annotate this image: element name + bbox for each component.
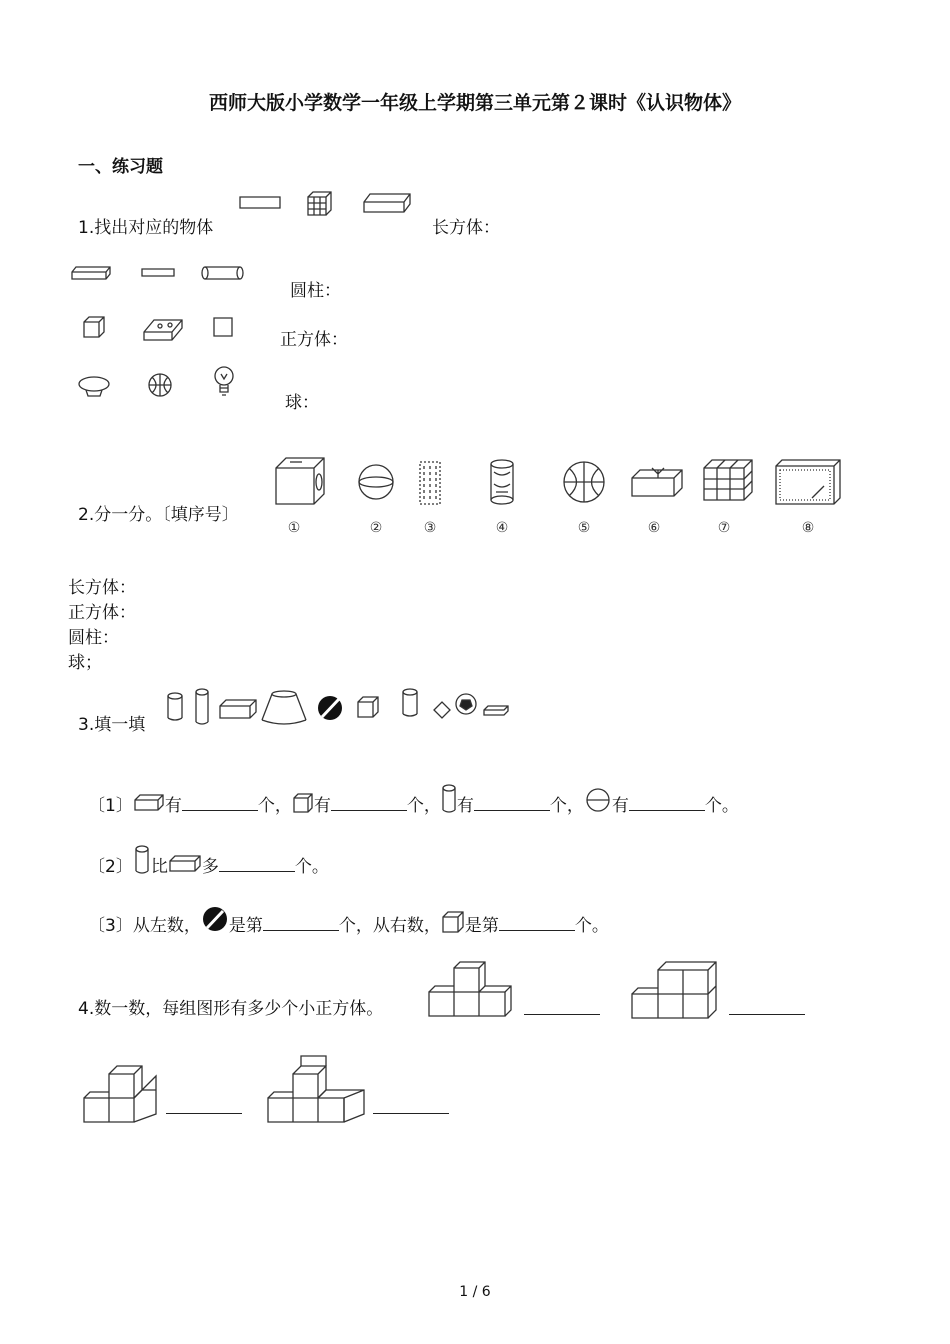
q3-ge: 个， bbox=[406, 796, 441, 816]
object-3-cylinder-icon bbox=[420, 462, 440, 504]
pipe-icon bbox=[202, 267, 243, 279]
tall-cylinder-icon bbox=[196, 689, 208, 724]
ball-icon bbox=[149, 374, 171, 396]
answer-blank[interactable] bbox=[373, 1113, 449, 1114]
section-heading: 一、练习题 bbox=[78, 157, 163, 177]
q3-you: 有 bbox=[611, 796, 629, 816]
q3-you: 有 bbox=[164, 796, 182, 816]
q2-prompt: 2.分一分。〔填序号〕 bbox=[78, 505, 239, 525]
object-8-blackboard-icon bbox=[776, 460, 840, 504]
label-num: ⑦ bbox=[717, 520, 731, 536]
object-5-basketball-icon bbox=[564, 462, 604, 502]
q3-sub3 bbox=[88, 906, 609, 936]
q3-you: 有 bbox=[456, 796, 474, 816]
q1-cylinder-label: 圆柱： bbox=[290, 281, 341, 301]
striped-ball-icon bbox=[201, 906, 229, 934]
cube-icon bbox=[358, 697, 378, 717]
q1-sphere-label: 球： bbox=[285, 393, 319, 413]
box-with-holes-icon bbox=[144, 320, 182, 340]
cuboid-icon bbox=[168, 853, 202, 875]
answer-blank[interactable] bbox=[166, 1113, 242, 1114]
q2-cube-label: 正方体： bbox=[68, 603, 136, 623]
label-num: ② bbox=[369, 520, 383, 536]
frustum-icon bbox=[262, 691, 306, 724]
answer-blank[interactable] bbox=[474, 796, 550, 811]
object-7-rubiks-cube-icon bbox=[704, 460, 752, 500]
q3-bi: 比 bbox=[150, 857, 168, 877]
q4-prompt: 4.数一数，每组图形有多少个小正方体。 bbox=[78, 999, 384, 1019]
cube-icon bbox=[441, 910, 465, 934]
label-num: ⑤ bbox=[577, 520, 591, 536]
q1-cuboid-label: 长方体： bbox=[432, 218, 500, 238]
q3-sub2 bbox=[88, 845, 329, 877]
flat-cuboid-icon bbox=[484, 706, 508, 715]
short-cylinder-icon bbox=[403, 689, 417, 716]
answer-blank[interactable] bbox=[182, 796, 258, 811]
cube-stack-3 bbox=[80, 1058, 162, 1126]
answer-blank[interactable] bbox=[219, 857, 295, 872]
q2-objects bbox=[272, 454, 852, 542]
answer-blank[interactable] bbox=[729, 1014, 805, 1015]
cuboid-icon bbox=[220, 700, 256, 718]
flat-box-icon bbox=[240, 197, 280, 208]
answer-blank[interactable] bbox=[263, 916, 339, 931]
light-bulb-icon bbox=[215, 367, 233, 395]
label-num: ⑧ bbox=[801, 520, 815, 536]
eraser-icon bbox=[142, 269, 174, 276]
q1-row2-shapes bbox=[70, 262, 250, 286]
soccer-ball-icon bbox=[456, 694, 476, 714]
q1-cube-label: 正方体： bbox=[280, 330, 348, 350]
small-cylinder-lying-icon bbox=[434, 702, 450, 718]
label-num: ① bbox=[287, 520, 301, 536]
answer-blank[interactable] bbox=[524, 1014, 600, 1015]
striped-ball-icon bbox=[318, 696, 342, 720]
answer-blank[interactable] bbox=[331, 796, 407, 811]
q3-you: 有 bbox=[313, 796, 331, 816]
cylinder-icon bbox=[441, 784, 457, 814]
q3-sub1 bbox=[88, 784, 739, 816]
q3-ge-end: 个。 bbox=[574, 916, 609, 936]
label-num: ④ bbox=[495, 520, 509, 536]
box-icon bbox=[364, 194, 410, 212]
q2-cuboid-label: 长方体： bbox=[68, 578, 136, 598]
object-1-cube-icon bbox=[276, 458, 324, 504]
label-num: ③ bbox=[423, 520, 437, 536]
bar-icon bbox=[72, 267, 110, 279]
q3-shi-di: 是第 bbox=[464, 916, 499, 936]
rubiks-cube-icon bbox=[308, 192, 331, 215]
q2-sphere-label: 球； bbox=[68, 653, 102, 673]
label-num: ⑥ bbox=[647, 520, 661, 536]
cylinder-icon bbox=[168, 693, 182, 720]
q1-row3-shapes bbox=[80, 312, 240, 342]
cylinder-icon bbox=[133, 845, 151, 875]
page-title: 西师大版小学数学一年级上学期第三单元第２课时《认识物体》 bbox=[208, 92, 741, 114]
page-number: 1 / 6 bbox=[459, 1284, 491, 1300]
answer-blank[interactable] bbox=[499, 916, 575, 931]
q1-row4-shapes bbox=[74, 364, 244, 404]
q2-cylinder-label: 圆柱： bbox=[68, 628, 119, 648]
q3-sub1-label: 〔1〕 bbox=[88, 796, 133, 816]
answer-blank[interactable] bbox=[629, 796, 705, 811]
cuboid-icon bbox=[133, 792, 165, 814]
object-4-can-icon bbox=[491, 460, 513, 504]
q3-ge-end: 个。 bbox=[704, 796, 739, 816]
q3-ge-end: 个。 bbox=[294, 857, 329, 877]
small-cube-icon bbox=[84, 317, 104, 337]
q3-shape-row bbox=[162, 686, 512, 730]
q3-ge: 个， bbox=[549, 796, 584, 816]
q3-sub2-label: 〔2〕 bbox=[88, 857, 133, 877]
object-6-gift-box-icon bbox=[632, 468, 682, 496]
q3-ge-cong-you: 个，从右数， bbox=[338, 916, 441, 936]
cube-stack-1 bbox=[425, 956, 520, 1020]
q3-ge: 个， bbox=[257, 796, 292, 816]
cube-stack-4 bbox=[264, 1054, 370, 1126]
q1-prompt: 1.找出对应的物体 bbox=[78, 218, 214, 238]
q3-sub3-label: 〔3〕从左数， bbox=[88, 916, 201, 936]
q2-number-labels bbox=[288, 520, 815, 536]
sphere-icon bbox=[584, 788, 612, 814]
bun-icon bbox=[79, 377, 109, 396]
q3-shi-di: 是第 bbox=[228, 916, 263, 936]
cube-icon bbox=[292, 792, 314, 814]
q3-prompt: 3.填一填 bbox=[78, 715, 146, 735]
square-block-icon bbox=[214, 318, 232, 336]
object-2-sphere-icon bbox=[359, 465, 393, 499]
q3-duo: 多 bbox=[201, 857, 219, 877]
cube-stack-2 bbox=[628, 956, 723, 1022]
q1-top-shapes bbox=[236, 190, 416, 220]
